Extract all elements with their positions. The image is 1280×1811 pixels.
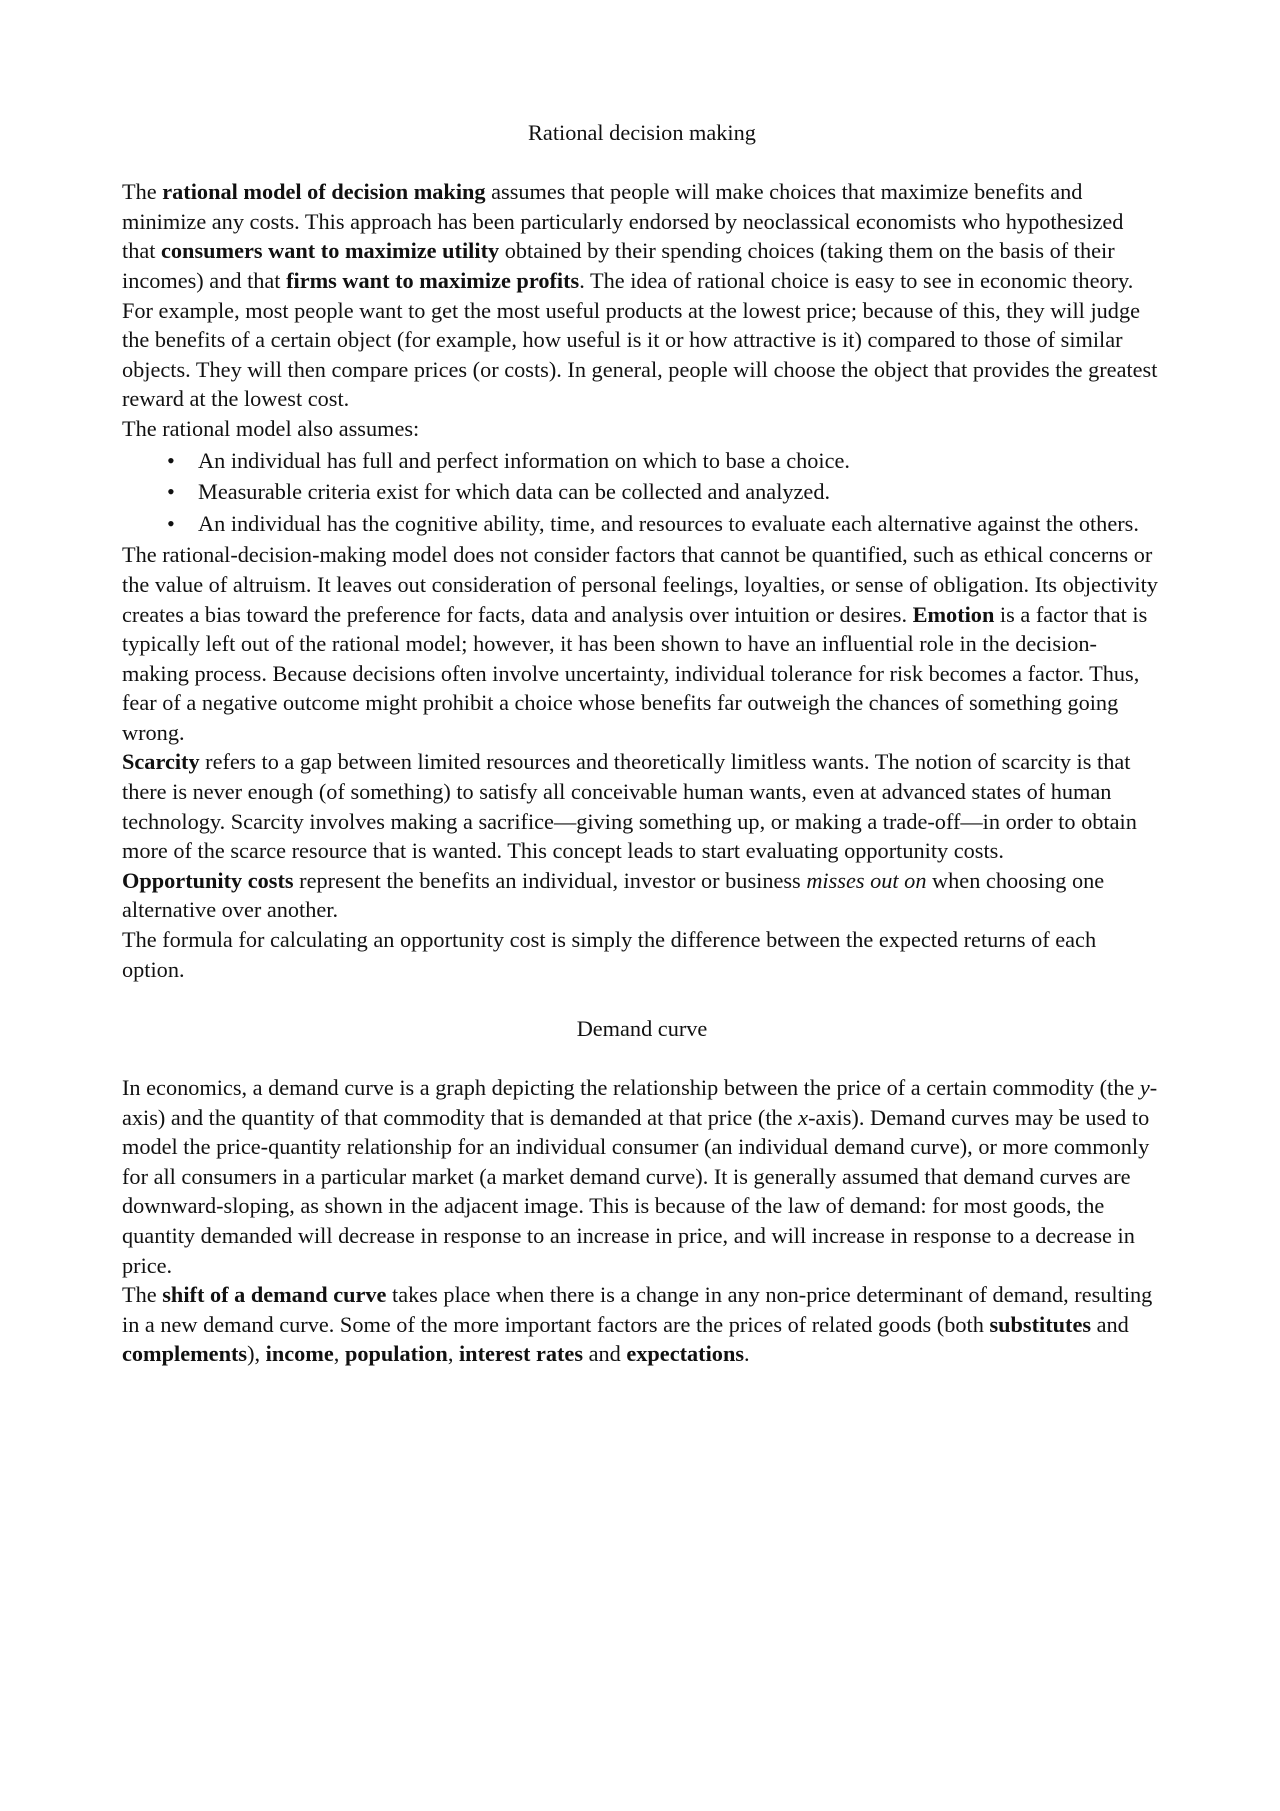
bold-term: firms want to maximize profits bbox=[286, 267, 580, 293]
text-run: represent the benefits an individual, investor or business bbox=[293, 867, 807, 893]
bold-term: consumers want to maximize utility bbox=[161, 238, 500, 264]
paragraph-rational-model bbox=[122, 177, 1162, 414]
text-run: obtained by their spending choices (taking them on the basis of their incomes) and that bbox=[122, 238, 1115, 293]
bold-term: population bbox=[344, 1341, 448, 1367]
bold-term: rational model of decision making bbox=[162, 179, 486, 205]
list-item-text: An individual has the cognitive ability, time, and resources to evaluate each alternative against the others. bbox=[198, 510, 1139, 536]
list-item bbox=[167, 446, 1162, 476]
assumptions-list bbox=[122, 446, 1162, 539]
text-run: -axis) and the quantity of that commodity that is demanded at that price (the bbox=[122, 1075, 1158, 1130]
section-title-demand-curve: Demand curve bbox=[576, 1015, 708, 1041]
paragraph-opportunity-cost-formula: The formula for calculating an opportunity cost is simply the difference between the expected returns of each option. bbox=[122, 927, 1097, 982]
text-run: . The idea of rational choice is easy to see in economic theory. For example, most people want to get the most useful products at the lowest price; because of this, they will judge the benefits of a certain object (for example, how useful is it or how attractive is it) compared to those of similar objects. They will then compare prices (or costs). In general, people will choose the object that provides the greatest reward at the lowest cost. bbox=[122, 267, 1158, 412]
text-run: The rational-decision-making model does not consider factors that cannot be quantified, such as ethical concerns or the value of altruism. It leaves out consideration of personal feelings, loyalties, or sense of obligation. Its objectivity creates a bias toward the preference for facts, data and analysis over intuition or desires. bbox=[122, 542, 1158, 627]
text-run: when choosing one alternative over another. bbox=[122, 867, 1105, 923]
italic-term: misses out on bbox=[806, 867, 927, 893]
document-page bbox=[122, 118, 1162, 1369]
bold-term: Emotion bbox=[912, 601, 995, 627]
paragraph-model-assumes: The rational model also assumes: bbox=[122, 415, 420, 441]
bold-term: interest rates bbox=[458, 1341, 584, 1367]
text-run: takes place when there is a change in any non-price determinant of demand, resulting in a new demand curve. Some of the more important factors are the prices of related goods (both bbox=[122, 1282, 1153, 1337]
italic-term: y bbox=[1139, 1075, 1150, 1100]
list-item bbox=[167, 509, 1162, 539]
text-run: The bbox=[122, 1282, 163, 1308]
bold-term: substitutes bbox=[989, 1311, 1092, 1337]
bold-term: complements bbox=[122, 1341, 248, 1367]
text-run: is a factor that is typically left out of the rational model; however, it has been shown to have an influential role in the decision-making process. Because decisions often involve uncertainty, individual tolerance for risk becomes a factor. Thus, fear of a negative outcome might prohibit a choice whose benefits far outweigh the chances of something going wrong. bbox=[122, 601, 1148, 745]
list-item bbox=[167, 477, 1162, 507]
paragraph-scarcity bbox=[122, 747, 1162, 865]
text-run: , bbox=[333, 1341, 345, 1367]
text-run: and bbox=[1091, 1311, 1129, 1337]
text-run: The bbox=[122, 179, 163, 205]
paragraph-demand-shift bbox=[122, 1280, 1162, 1369]
text-run: -axis). Demand curves may be used to model the price-quantity relationship for an individual consumer (an individual demand curve), or more commonly for all consumers in a particular market (a market demand curve). It is generally assumed that demand curves are downward-sloping, as shown in the adjacent image. This is because of the law of demand: for most goods, the quantity demanded will decrease in response to an increase in price, and will increase in response to a decrease in price. bbox=[122, 1104, 1150, 1278]
bullet-icon: • bbox=[167, 447, 175, 473]
bold-term: Scarcity bbox=[122, 749, 200, 775]
bold-term: shift of a demand curve bbox=[162, 1282, 387, 1308]
bullet-icon: • bbox=[167, 479, 175, 505]
bold-term: expectations bbox=[626, 1341, 745, 1367]
list-item-text: An individual has full and perfect information on which to base a choice. bbox=[198, 447, 850, 473]
bold-term: Opportunity costs bbox=[122, 867, 294, 893]
bullet-icon: • bbox=[167, 510, 175, 536]
paragraph-model-limitations bbox=[122, 540, 1162, 747]
paragraph-demand-curve bbox=[122, 1073, 1162, 1280]
text-run: assumes that people will make choices that maximize benefits and minimize any costs. This approach has been particularly endorsed by neoclassical economists who hypothesized that bbox=[122, 179, 1124, 264]
text-run: ), bbox=[247, 1341, 266, 1367]
text-run: , bbox=[447, 1341, 459, 1367]
bold-term: income bbox=[265, 1341, 334, 1367]
italic-term: x bbox=[798, 1104, 809, 1130]
text-run: refers to a gap between limited resources and theoretically limitless wants. The notion of scarcity is that there is never enough (of something) to satisfy all conceivable human wants, even at advanced states of human technology. Scarcity involves making a sacrifice—giving something up, or making a trade-off—in order to obtain more of the scarce resource that is wanted. This concept leads to start evaluating opportunity costs. bbox=[122, 749, 1137, 864]
paragraph-opportunity-costs bbox=[122, 866, 1162, 925]
section-title-rational-decision-making: Rational decision making bbox=[528, 120, 756, 145]
text-run: In economics, a demand curve is a graph depicting the relationship between the price of a certain commodity (the bbox=[122, 1075, 1140, 1100]
text-run: and bbox=[583, 1341, 627, 1367]
list-item-text: Measurable criteria exist for which data can be collected and analyzed. bbox=[198, 479, 831, 505]
text-run: . bbox=[744, 1341, 750, 1367]
